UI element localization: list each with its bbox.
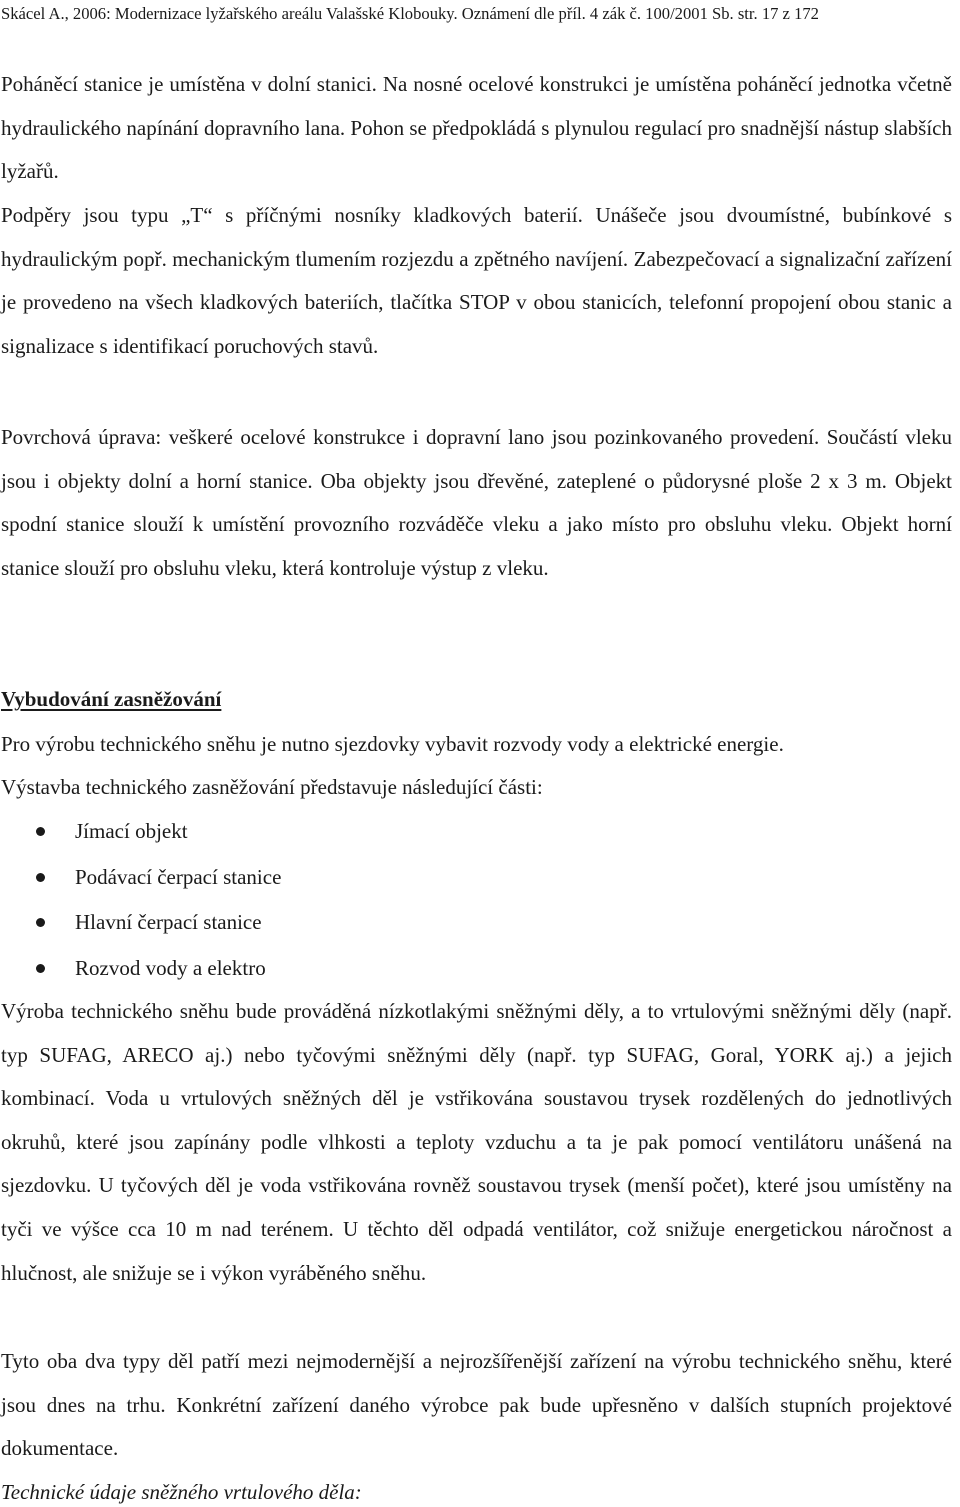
- paragraph-surface-treatment: Povrchová úprava: veškeré ocelové konstrukce i dopravní lano jsou pozinkovaného provedení. Součástí vleku jsou i objekty dolní a horní stanice. Oba objekty jsou dřevěné, zateplené o půdorysné ploše 2 x 3 m. Objekt spodní stanice slouží k umístění provozního rozváděče vleku a jako místo pro obsluhu vleku. Objekt horní stanice slouží pro obsluhu vleku, která kontroluje výstup z vleku.: [1, 425, 952, 580]
- paragraph-snow-production: Výroba technického sněhu bude prováděná nízkotlakými sněžnými děly, a to vrtulovými sněžnými děly (např. typ SUFAG, ARECO aj.) nebo tyčovými sněžnými děly (např. typ SUFAG, Goral, YORK aj.) a jejich kombinací. Voda u vrtulových sněžných děl je vstřikována soustavou trysek rozdělených do jednotlivých okruhů, které jsou zapínány podle vlhkosti a teploty vzduchu a ta je pak pomocí ventilátoru unášená na sjezdovku. U tyčových děl je voda vstřikována rovněž soustavou trysek (menší počet), které jsou umístěny na tyči ve výšce cca 10 m nad terénem. U těchto děl odpadá ventilátor, což snižuje energetickou náročnost a hlučnost, ale snižuje se i výkon vyráběného sněhu.: [1, 999, 952, 1285]
- list-item-label: Jímací objekt: [75, 819, 188, 843]
- paragraph-drive-station: Poháněcí stanice je umístěna v dolní stanici. Na nosné ocelové konstrukci je umístěna poháněcí jednotka včetně hydraulického napínání dopravního lana. Pohon se předpokládá s plynulou regulací pro snadnější nástup slabších lyžařů.: [1, 72, 952, 184]
- list-item: [0, 814, 900, 860]
- section-intro-line-2: Výstavba technického zasněžování představuje následující části:: [1, 775, 543, 799]
- list-item: [0, 905, 900, 951]
- page-header: Skácel A., 2006: Modernizace lyžařského areálu Valašské Klobouky. Oznámení dle příl. 4 zák č. 100/2001 Sb. str. 17 z 172: [1, 4, 819, 23]
- list-item-label: Rozvod vody a elektro: [75, 955, 266, 980]
- technical-data-caption: Technické údaje sněžného vrtulového děla:: [1, 1480, 362, 1504]
- paragraph-cannon-types: Tyto oba dva typy děl patří mezi nejmodernější a nejrozšířenější zařízení na výrobu technického sněhu, které jsou dnes na trhu. Konkrétní zařízení daného výrobce pak bude upřesněno v dalších stupních projektové dokumentace.: [1, 1349, 952, 1461]
- list-item-label: Podávací čerpací stanice: [75, 864, 282, 889]
- section-heading: Vybudování zasněžování: [1, 687, 222, 711]
- section-intro-line-1: Pro výrobu technického sněhu je nutno sjezdovky vybavit rozvody vody a elektrické energie.: [1, 732, 784, 756]
- bullet-icon: [36, 964, 45, 973]
- list-item-label: Hlavní čerpací stanice: [75, 910, 262, 934]
- bullet-icon: [36, 827, 45, 836]
- bullet-icon: [36, 873, 45, 882]
- bullet-icon: [36, 918, 45, 927]
- paragraph-supports: Podpěry jsou typu „T“ s příčnými nosníky kladkových baterií. Unášeče jsou dvoumístné, bubínkové s hydraulickým popř. mechanickým tlumením rozjezdu a zpětného navíjení. Zabezpečovací a signalizační zařízení je provedeno na všech kladkových bateriích, tlačítka STOP v obou stanicích, telefonní propojení obou stanic a signalizace s identifikací poruchových stavů.: [1, 203, 952, 358]
- list-item: [0, 860, 900, 906]
- components-list: [0, 814, 900, 996]
